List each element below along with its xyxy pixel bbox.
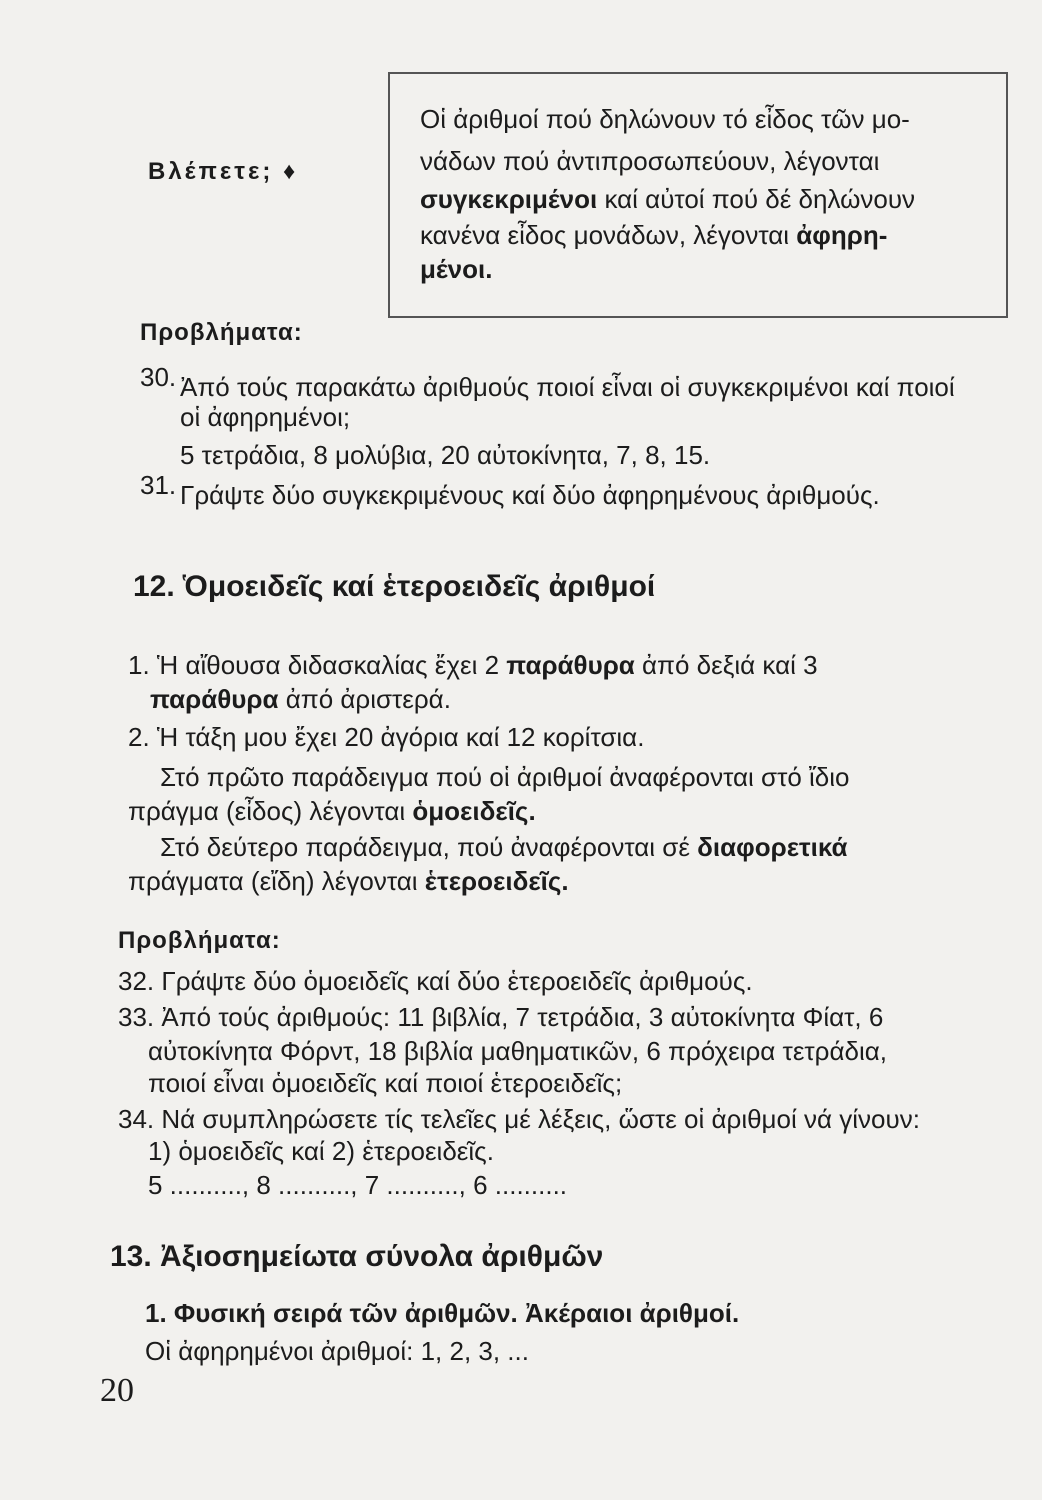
box-line-5: μένοι. xyxy=(420,254,493,284)
box-line-1: Οἱ ἀριθμοί πού δηλώνουν τό εἶδος τῶν μο- xyxy=(420,104,910,134)
section-13-subtitle: 1. Φυσική σειρά τῶν ἀριθμῶν. Ἀκέραιοι ἀριθμοί. xyxy=(145,1298,740,1328)
problem-33-line-3: ποιοί εἶναι ὁμοειδεῖς καί ποιοί ἑτεροειδεῖς; xyxy=(148,1068,623,1098)
explanation-2-line-1: Στό δεύτερο παράδειγμα, πού ἀναφέρονται σέ διαφορετικά xyxy=(160,832,848,862)
box-line-4: κανένα εἶδος μονάδων, λέγονται ἀφηρη- xyxy=(420,220,888,250)
box-line-3: συγκεκριμένοι καί αὐτοί πού δέ δηλώνουν xyxy=(420,184,916,214)
explanation-2-line-2: πράγματα (εἴδη) λέγονται ἑτεροειδεῖς. xyxy=(128,866,569,896)
problem-30-line-2: οἱ ἀφηρημένοι; xyxy=(180,402,351,432)
term-concrete: συγκεκριμένοι xyxy=(420,184,598,214)
box-line-2: νάδων πού ἀντιπροσωπεύουν, λέγονται xyxy=(420,146,880,176)
see-label: Βλέπετε; ♦ xyxy=(148,158,299,185)
definition-box xyxy=(388,72,1008,318)
term-heterogeneous: ἑτεροειδεῖς. xyxy=(424,866,569,896)
problem-34-blanks: 5 .........., 8 .........., 7 .........., 6 .......... xyxy=(148,1170,568,1200)
example-2: 2. Ἡ τάξη μου ἔχει 20 ἀγόρια καί 12 κορίτσια. xyxy=(128,722,645,752)
problem-33-line-1: 33. Ἀπό τούς ἀριθμούς: 11 βιβλία, 7 τετράδια, 3 αὐτοκίνητα Φίατ, 6 xyxy=(118,1002,884,1032)
explanation-1-line-1: Στό πρῶτο παράδειγμα πού οἱ ἀριθμοί ἀναφέρονται στό ἴδιο xyxy=(160,762,850,792)
problem-30-line-1: Ἀπό τούς παρακάτω ἀριθμούς ποιοί εἶναι οἱ συγκεκριμένοι καί ποιοί xyxy=(180,372,955,402)
term-homogeneous: ὁμοειδεῖς. xyxy=(412,796,536,826)
problems-heading-2: Προβλήματα: xyxy=(118,927,281,954)
problem-31-number: 31. xyxy=(140,470,177,500)
problem-30-number: 30. xyxy=(140,362,177,392)
example-1-line-1: 1. Ἡ αἴθουσα διδασκαλίας ἔχει 2 παράθυρα ἀπό δεξιά καί 3 xyxy=(128,650,818,680)
problem-32: 32. Γράψτε δύο ὁμοειδεῖς καί δύο ἑτεροειδεῖς ἀριθμούς. xyxy=(118,966,753,996)
example-1-line-2: παράθυρα ἀπό ἀριστερά. xyxy=(150,684,451,714)
section-13-title: 13. Ἀξιοσημείωτα σύνολα ἀριθμῶν xyxy=(110,1240,604,1273)
problem-33-line-2: αὐτοκίνητα Φόρντ, 18 βιβλία μαθηματικῶν, 6 πρόχειρα τετράδια, xyxy=(148,1036,888,1066)
problem-30-line-3: 5 τετράδια, 8 μολύβια, 20 αὐτοκίνητα, 7, 8, 15. xyxy=(180,440,711,470)
section-12-title: 12. Ὁμοειδεῖς καί ἑτεροειδεῖς ἀριθμοί xyxy=(133,570,656,603)
problems-heading-1: Προβλήματα: xyxy=(140,319,303,346)
problem-34-line-1: 34. Νά συμπληρώσετε τίς τελεῖες μέ λέξεις, ὥστε οἱ ἀριθμοί νά γίνουν: xyxy=(118,1104,920,1134)
explanation-1-line-2: πράγμα (εἶδος) λέγονται ὁμοειδεῖς. xyxy=(128,796,536,826)
term-abstract: ἀφηρη- xyxy=(796,220,888,250)
page-number: 20 xyxy=(100,1372,134,1409)
problem-34-line-2: 1) ὁμοειδεῖς καί 2) ἑτεροειδεῖς. xyxy=(148,1136,494,1166)
section-13-line-1: Οἱ ἀφηρημένοι ἀριθμοί: 1, 2, 3, ... xyxy=(145,1336,529,1366)
problem-31-line-1: Γράψτε δύο συγκεκριμένους καί δύο ἀφηρημένους ἀριθμούς. xyxy=(180,480,880,510)
